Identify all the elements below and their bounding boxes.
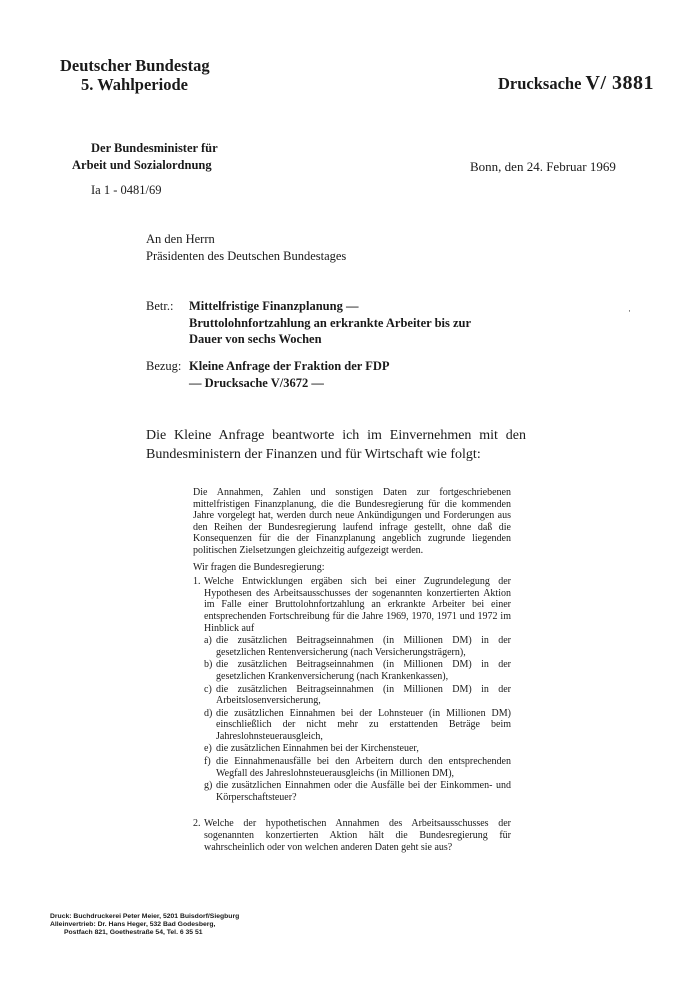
footer-line-2: Alleinvertrieb: Dr. Hans Heger, 532 Bad Godesberg, — [50, 921, 216, 929]
subject-line: Bruttolohnfortzahlung an erkrankte Arbeiter bis zur — [189, 315, 472, 330]
drucksache-label: Drucksache — [498, 74, 582, 93]
question-number: 2. — [193, 818, 201, 830]
recipient-line-2: Präsidenten des Deutschen Bundestages — [146, 249, 347, 263]
drucksache-value: V/ 3881 — [585, 72, 655, 94]
reference-text — [189, 358, 390, 391]
sender-line-2: Arbeit und Sozialordnung — [72, 158, 212, 172]
question-item-2 — [193, 818, 511, 853]
sender-block — [72, 140, 218, 199]
sub-item-text: die zusätzlichen Einnahmen oder die Ausfälle bei der Einkommen- und Körperschaftsteuer? — [216, 780, 511, 803]
reference-block — [146, 358, 526, 392]
print-speck: · — [628, 306, 631, 316]
sub-item-letter: c) — [204, 683, 212, 695]
subject-line: Dauer von sechs Wochen — [189, 332, 322, 346]
recipient-block — [146, 231, 346, 265]
question-text: Welche der hypothetischen Annahmen des Arbeitsausschusses der sogenannten konzertierten Aktion hält die Bundesregierung für wahrscheinlich oder von welchen anderen Daten geht sie aus? — [204, 818, 511, 853]
sub-item-text: die zusätzlichen Einnahmen bei der Lohnsteuer (in Millionen DM) einschließlich der nicht mehr zu erstattenden Beträge beim Jahreslohnsteuerausgleich, — [216, 707, 511, 742]
sub-item — [204, 756, 511, 779]
intro-paragraph: Die Kleine Anfrage beantworte ich im Einvernehmen mit den Bundesministern der Finanzen und für Wirtschaft wie folgt: — [146, 428, 526, 462]
document-header — [60, 56, 210, 94]
sub-item-letter: b) — [204, 659, 213, 671]
subject-text — [189, 298, 471, 348]
sub-item — [204, 635, 511, 658]
subject-line: Mittelfristige Finanzplanung — — [189, 299, 359, 313]
sub-item-text: die zusätzlichen Einnahmen bei der Kirchensteuer, — [216, 743, 419, 755]
sub-item-letter: f) — [204, 756, 211, 768]
place-date: Bonn, den 24. Februar 1969 — [470, 159, 616, 174]
sub-item — [204, 780, 511, 803]
reference-line: — Drucksache V/3672 — — [189, 375, 324, 390]
sub-item-text: die zusätzlichen Beitragseinnahmen (in Millionen DM) in der gesetzlichen Krankenversicherung (nach Krankenkassen), — [216, 659, 511, 682]
question-text: Welche Entwicklungen ergäben sich bei einer Zugrundelegung der Hypothesen des Arbeitsausschusses der sogenannten konzertierten Aktion im Falle einer Bruttolohnfortzahlung an erkrankte Arbeiter bei einer entsprechenden Fortschreibung für die Jahre 1969, 1970, 1971 und 1972 im Hinblick auf — [204, 576, 511, 634]
subject-block — [146, 298, 526, 348]
sub-item — [204, 659, 511, 682]
subject-label: Betr.: — [146, 299, 174, 313]
sub-item — [204, 684, 511, 707]
legislative-period: 5. Wahlperiode — [81, 75, 188, 94]
sub-item-text: die Einnahmenausfälle bei den Arbeitern durch den entsprechenden Wegfall des Jahreslohnsteuerausgleichs (in Millionen DM), — [216, 756, 511, 779]
sub-item — [204, 708, 511, 743]
drucksache-number — [498, 72, 654, 95]
question-preamble: Die Annahmen, Zahlen und sonstigen Daten zur fortgeschriebenen mittelfristigen Finanzplanung, die die Bundesregierung für die kommenden Jahre vorgelegt hat, werden durch neue Ankündigungen und Forderungen aus den Reihen der Bundesregierung laufend infrage gestellt, ohne daß die Konsequenzen für die der Finanzplanung angeblich zugrunde liegenden politischen Zielsetzungen gleichzeitig aufgezeigt werden. — [193, 487, 511, 556]
reference-label: Bezug: — [146, 359, 182, 373]
question-number: 1. — [193, 576, 201, 588]
sub-item-text: die zusätzlichen Beitragseinnahmen (in Millionen DM) in der gesetzlichen Rentenversicherung (nach Versicherungsträgern), — [216, 635, 511, 658]
sub-item-letter: a) — [204, 635, 212, 647]
reference-line: Kleine Anfrage der Fraktion der FDP — [189, 359, 390, 373]
quoted-question-block — [193, 487, 511, 853]
sub-item-letter: d) — [204, 707, 213, 719]
footer-line-1: Druck: Buchdruckerei Peter Meier, 5201 Buisdorf/Siegburg — [50, 913, 240, 920]
sub-item — [204, 743, 511, 755]
sub-item-letter: e) — [204, 743, 212, 755]
question-ask: Wir fragen die Bundesregierung: — [193, 561, 325, 573]
question-item-1 — [193, 576, 511, 803]
sender-line-1: Der Bundesminister für — [91, 141, 218, 155]
sub-item-letter: g) — [204, 780, 213, 792]
footer-line-3: Postfach 821, Goethestraße 54, Tel. 6 35 51 — [64, 929, 203, 937]
printer-footer — [50, 913, 239, 938]
institution-name: Deutscher Bundestag — [60, 56, 210, 75]
sub-item-text: die zusätzlichen Beitragseinnahmen (in Millionen DM) in der Arbeitslosenversicherung, — [216, 683, 511, 707]
reference-number: Ia 1 - 0481/69 — [91, 183, 162, 197]
recipient-line-1: An den Herrn — [146, 232, 215, 246]
